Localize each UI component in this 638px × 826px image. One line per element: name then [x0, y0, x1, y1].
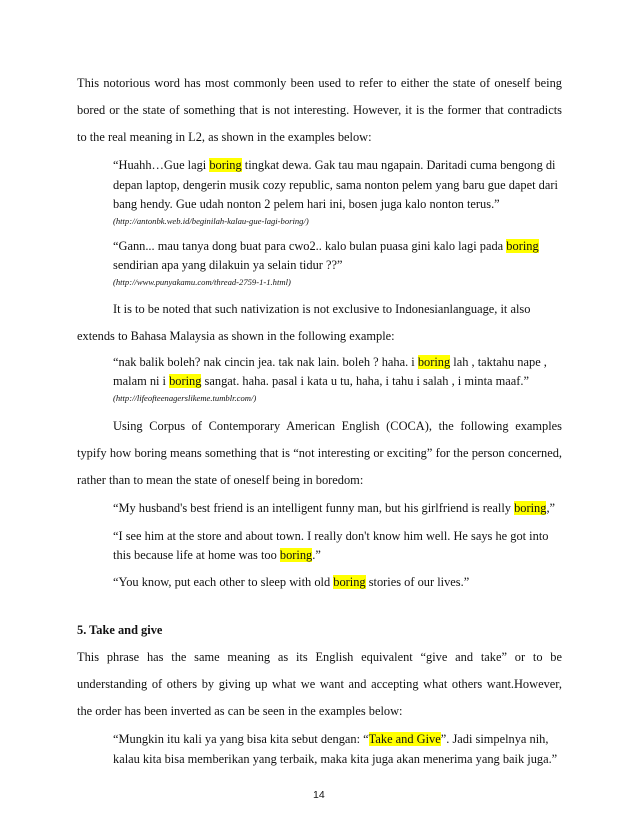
example-4-text: ,”	[546, 501, 556, 515]
example-2-line-2: sendirian apa yang dilakuin ya selain tidur ??”	[113, 258, 343, 272]
highlight-take-and-give: Take and Give	[368, 732, 441, 746]
example-7-line-2: kalau kita bisa memberikan yang terbaik, maka kita juga akan menerima yang baik juga.”	[113, 752, 558, 766]
example-2-text: “Gann... mau tanya dong buat para cwo2.. kalo bulan puasa gini kalo lagi pada	[113, 239, 507, 253]
example-5-text: .”	[312, 548, 321, 562]
highlight-boring: boring	[506, 239, 539, 253]
section-heading: 5. Take and give	[77, 623, 163, 637]
example-6-text: “You know, put each other to sleep with old	[113, 575, 334, 589]
intro-line-3: to the real meaning in L2, as shown in the examples below:	[77, 130, 372, 144]
example-3-line-2	[113, 375, 529, 387]
intro-line-1: This notorious word has most commonly been used to refer to either the state of oneself being	[77, 76, 562, 90]
example-3-source: (http://lifeofteenagerslikeme.tumblr.com/)	[113, 393, 257, 403]
example-2-line-1	[113, 240, 539, 252]
highlight-boring: boring	[169, 374, 202, 388]
highlight-boring: boring	[209, 158, 242, 172]
highlight-boring: boring	[417, 355, 451, 369]
take-give-line-1: This phrase has the same meaning as its English equivalent “give and take” or to be	[77, 650, 562, 664]
example-3-text: malam ni i	[113, 374, 170, 388]
example-1-line-1	[113, 159, 556, 171]
example-1-text: tingkat dewa. Gak tau mau ngapain. Daritadi cuma bengong di	[241, 158, 556, 172]
coca-line-2: typify how boring means something that is “not interesting or exciting” for the person concerned,	[77, 446, 562, 460]
example-5-text: this because life at home was too	[113, 548, 280, 562]
example-6-text: stories of our lives.”	[365, 575, 470, 589]
example-7-text: ”. Jadi simpelnya nih,	[440, 732, 549, 746]
page-number: 14	[313, 789, 325, 801]
example-7-text: “Mungkin itu kali ya yang bisa kita sebut dengan: “	[113, 732, 369, 746]
highlight-boring: boring	[279, 548, 313, 562]
example-2-source: (http://www.punyakamu.com/thread-2759-1-1.html)	[113, 277, 291, 287]
example-1-line-2: depan laptop, dengerin musik cozy republic, sama nonton pelem yang baru gue dapet dari	[113, 178, 558, 192]
highlight-boring: boring	[333, 575, 366, 589]
highlight-boring: boring	[514, 501, 547, 515]
example-1-line-3: bang hendy. Gue udah nonton 2 pelem hari ini, bosen juga kalo nonton terus.”	[113, 197, 500, 211]
example-3-text: sangat. haha. pasal i kata u tu, haha, i tahu i salah , i minta maaf.”	[201, 374, 530, 388]
example-3-text: lah , taktahu nape ,	[450, 355, 547, 369]
example-6-line	[113, 576, 469, 588]
example-4-text: “My husband's best friend is an intelligent funny man, but his girlfriend is really	[113, 501, 515, 515]
coca-line-3: rather than to mean the state of oneself being in boredom:	[77, 473, 364, 487]
example-1-source: (http://antonbk.web.id/beginilah-kalau-gue-lagi-boring/)	[113, 216, 309, 226]
take-give-line-2: understanding of others by giving up what we want and accepting what others want.However,	[77, 677, 562, 691]
example-3-text: “nak balik boleh? nak cincin jea. tak nak lain. boleh ? haha. i	[113, 355, 418, 369]
example-4-line	[113, 502, 555, 514]
example-3-line-1	[113, 356, 547, 368]
example-5-line-1: “I see him at the store and about town. I really don't know him well. He says he got into	[113, 529, 549, 543]
intro-line-2: bored or the state of something that is not interesting. However, it is the former that contradicts	[77, 103, 562, 117]
note-line-1: It is to be noted that such nativization is not exclusive to Indonesianlanguage, it also	[113, 302, 531, 316]
example-7-line-1	[113, 733, 548, 745]
example-5-line-2	[113, 549, 321, 561]
note-line-2: extends to Bahasa Malaysia as shown in the following example:	[77, 329, 395, 343]
coca-line-1: Using Corpus of Contemporary American English (COCA), the following examples	[113, 419, 562, 433]
take-give-line-3: the order has been inverted as can be seen in the examples below:	[77, 704, 403, 718]
example-1-text: “Huahh…Gue lagi	[113, 158, 210, 172]
